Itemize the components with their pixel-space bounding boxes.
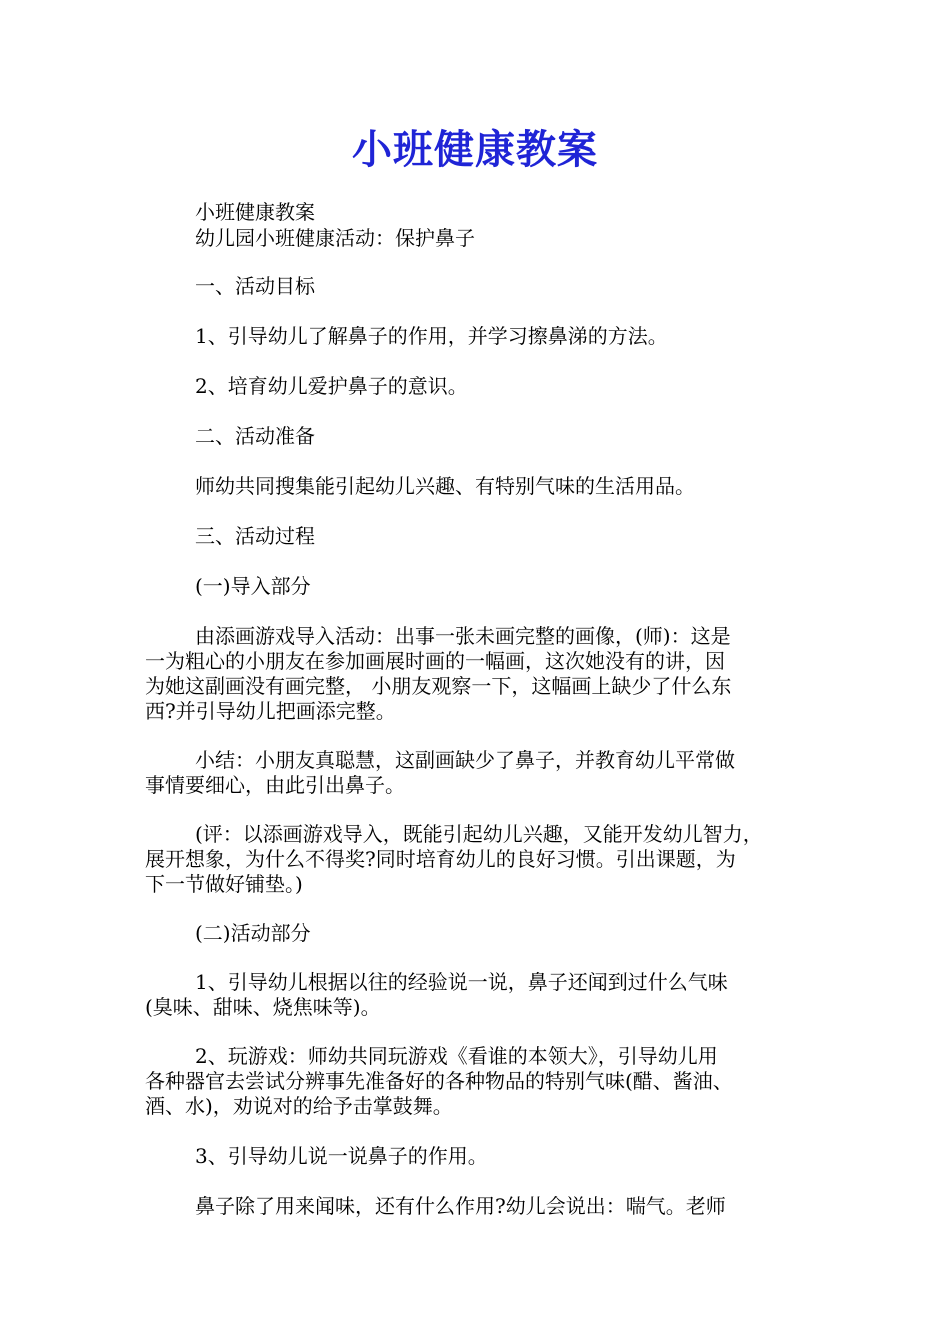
document-title: 小班健康教案 — [352, 126, 598, 173]
paragraph-line: 一为粗心的小朋友在参加画展时画的一幅画，这次她没有的讲，因 — [145, 649, 725, 673]
paragraph-line: 展开想象，为什么不得奖?同时培育幼儿的良好习惯。引出课题，为 — [145, 847, 736, 871]
subsection-heading: (一)导入部分 — [195, 574, 311, 598]
paragraph-line: (臭味、甜味、烧焦味等)。 — [145, 995, 381, 1019]
paragraph-line: 1、引导幼儿根据以往的经验说一说，鼻子还闻到过什么气味 — [195, 970, 728, 994]
section-heading: 三、活动过程 — [195, 524, 315, 548]
paragraph-line: 鼻子除了用来闻味，还有什么作用?幼儿会说出：喘气。老师 — [195, 1194, 726, 1218]
paragraph-line: 2、培育幼儿爱护鼻子的意识。 — [195, 374, 468, 398]
paragraph-line: 师幼共同搜集能引起幼儿兴趣、有特别气味的生活用品。 — [195, 474, 695, 498]
paragraph-line: 酒、水)，劝说对的给予击掌鼓舞。 — [145, 1094, 453, 1118]
paragraph-line: 各种器官去尝试分辨事先准备好的各种物品的特别气味(醋、酱油、 — [145, 1069, 733, 1093]
activity-name: 幼儿园小班健康活动：保护鼻子 — [195, 226, 475, 250]
paragraph-line: 西?并引导幼儿把画添完整。 — [145, 699, 396, 723]
paragraph-line: 由添画游戏导入活动：出事一张未画完整的画像，(师)：这是 — [195, 624, 731, 648]
paragraph-line: 事情要细心，由此引出鼻子。 — [145, 773, 405, 797]
subtitle-line: 小班健康教案 — [195, 200, 315, 224]
paragraph-line: (评：以添画游戏导入，既能引起幼儿兴趣，又能开发幼儿智力， — [195, 822, 763, 846]
paragraph-line: 为她这副画没有画完整， 小朋友观察一下，这幅画上缺少了什么东 — [145, 674, 732, 698]
paragraph-line: 下一节做好铺垫。) — [145, 872, 303, 896]
subsection-heading: (二)活动部分 — [195, 921, 311, 945]
section-heading: 一、活动目标 — [195, 274, 315, 298]
paragraph-line: 1、引导幼儿了解鼻子的作用，并学习擦鼻涕的方法。 — [195, 324, 668, 348]
paragraph-line: 2、玩游戏：师幼共同玩游戏《看谁的本领大》，引导幼儿用 — [195, 1044, 718, 1068]
paragraph-line: 3、引导幼儿说一说鼻子的作用。 — [195, 1144, 488, 1168]
section-heading: 二、活动准备 — [195, 424, 315, 448]
paragraph-line: 小结：小朋友真聪慧，这副画缺少了鼻子，并教育幼儿平常做 — [195, 748, 735, 772]
